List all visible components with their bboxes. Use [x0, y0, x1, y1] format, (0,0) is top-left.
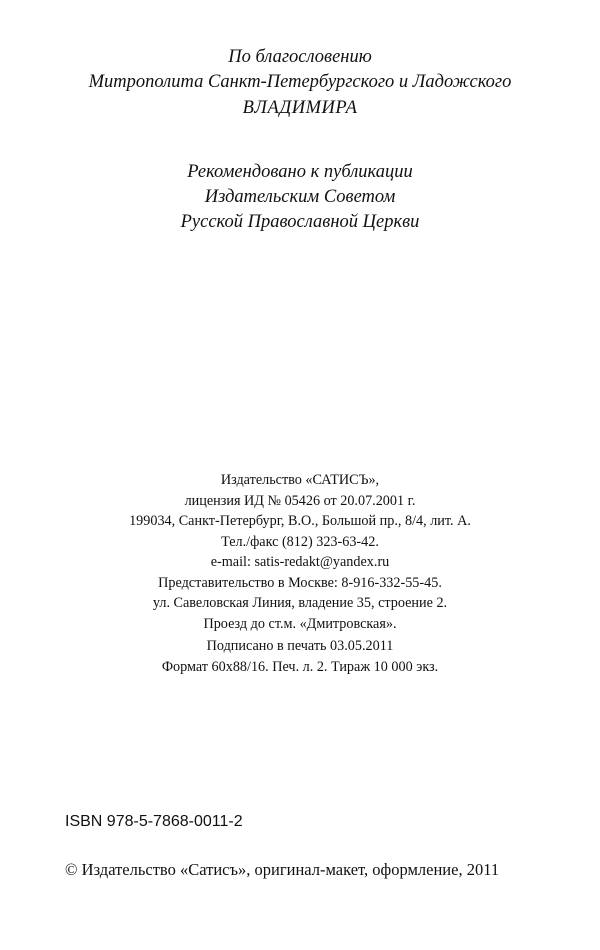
directions-line: Проезд до ст.м. «Дмитровская». — [203, 615, 397, 632]
recommendation-line: Рекомендовано к публикации — [187, 162, 413, 182]
recommendation-block — [0, 160, 600, 235]
blessing-block — [0, 45, 600, 121]
publisher-name: Издательство «САТИСЪ», — [220, 472, 380, 488]
recommendation-line: Издательским Советом — [204, 187, 396, 207]
metropolitan-name: ВЛАДИМИРА — [242, 98, 358, 118]
recommendation-line: Русской Православной Церкви — [180, 212, 420, 232]
copyright: © Издательство «Сатисъ», оригинал-макет, оформление, 2011 — [65, 860, 500, 879]
print-info — [100, 636, 500, 677]
format-line: Формат 60x88/16. Печ. л. 2. Тираж 10 000 экз. — [161, 658, 439, 675]
email-line: e-mail: satis-redakt@yandex.ru — [210, 554, 390, 570]
blessing-line: По благословению — [228, 47, 372, 67]
license-line: лицензия ИД № 05426 от 20.07.2001 г. — [184, 492, 416, 509]
moscow-address-line: ул. Савеловская Линия, владение 35, строение 2. — [152, 595, 448, 611]
phone-line: Тел./факс (812) 323-63-42. — [221, 533, 379, 550]
blessing-line: Митрополита Санкт-Петербургского и Ладожского — [88, 72, 512, 92]
publisher-info — [100, 470, 500, 634]
moscow-office-line: Представительство в Москве: 8-916-332-55-45. — [158, 574, 442, 591]
address-line: 199034, Санкт-Петербург, В.О., Большой пр., 8/4, лит. А. — [129, 513, 471, 529]
isbn: ISBN 978-5-7868-0011-2 — [65, 813, 243, 830]
signed-date: Подписано в печать 03.05.2011 — [206, 638, 394, 654]
